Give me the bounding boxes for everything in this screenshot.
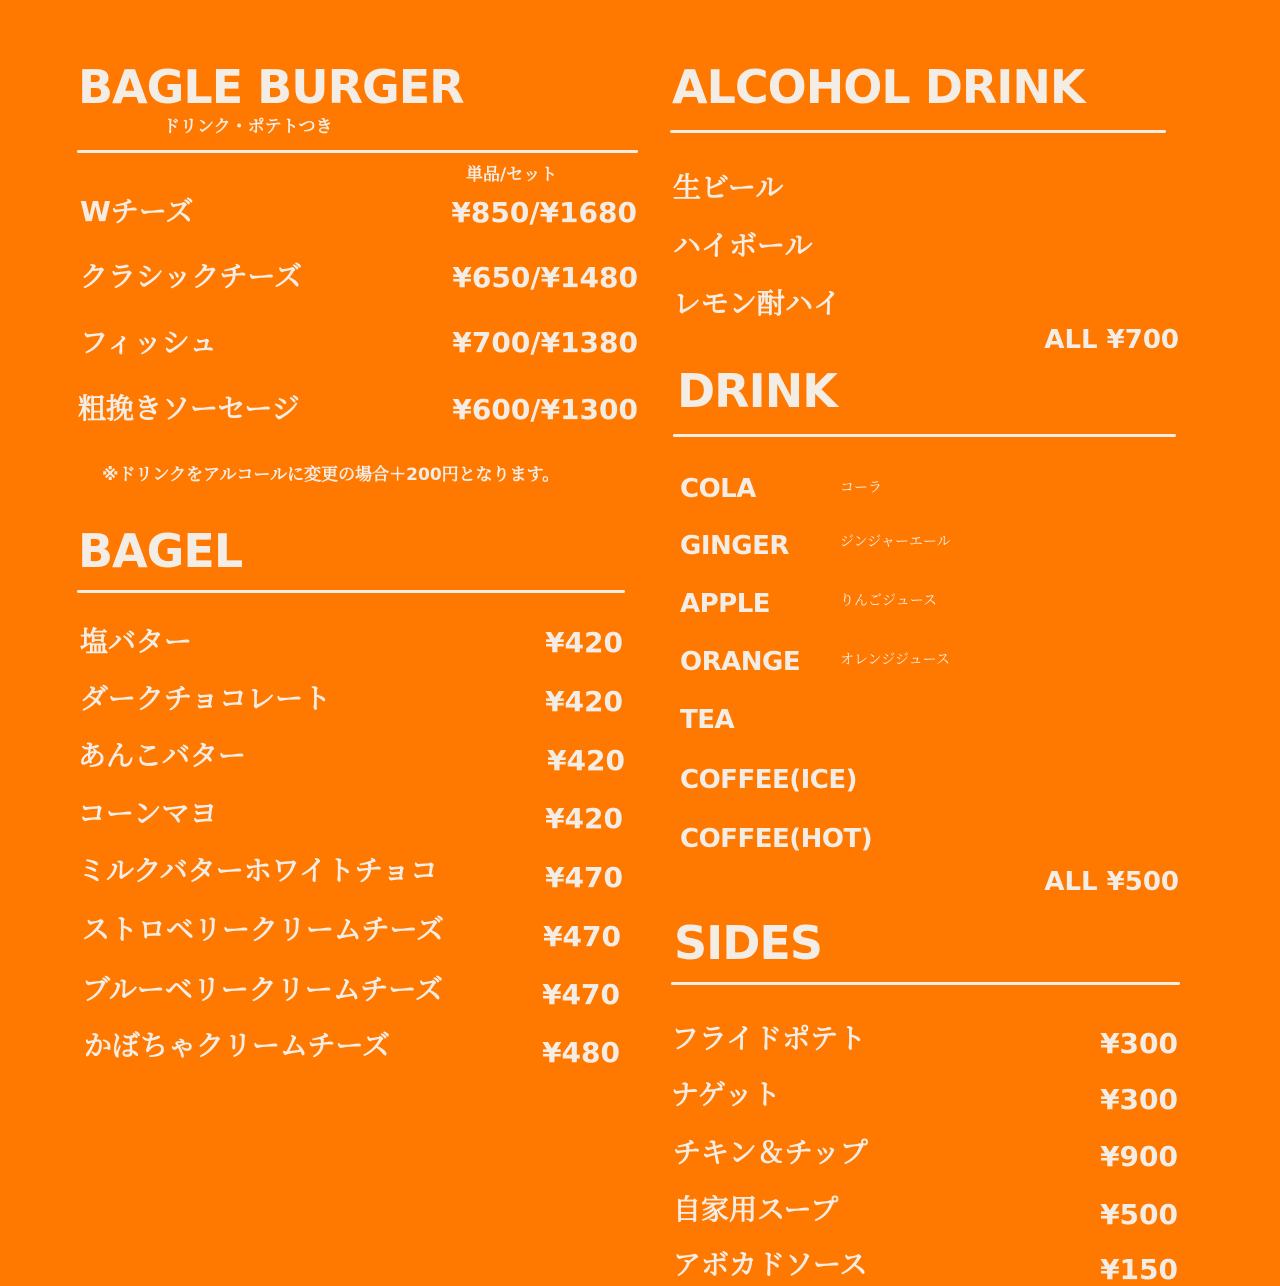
alcohol-surcharge-note: ※ドリンクをアルコールに変更の場合＋200円となります。	[102, 465, 560, 485]
menu-item-price: ¥470	[542, 978, 620, 1011]
menu-item-name: ブルーベリークリームチーズ	[82, 973, 443, 1006]
menu-item-name: 塩バター	[80, 625, 193, 658]
drink-japanese-name: コーラ	[840, 480, 882, 496]
menu-item-price: ¥470	[545, 861, 623, 894]
menu-item-price: ¥900	[1100, 1140, 1178, 1173]
alcohol-drink-divider	[670, 130, 1166, 133]
drink-japanese-name: オレンジジュース	[840, 652, 950, 668]
drink-japanese-name: りんごジュース	[840, 593, 938, 609]
sides-title: SIDES	[674, 916, 822, 970]
menu-item-price: ¥650/¥1480	[452, 261, 638, 294]
drink-name: COFFEE(ICE)	[680, 765, 858, 795]
menu-item-name: チキン＆チップ	[673, 1136, 868, 1169]
bagel-title: BAGEL	[78, 524, 243, 578]
menu-item-price: ¥300	[1100, 1027, 1178, 1060]
menu-item-price: ¥600/¥1300	[452, 393, 638, 426]
drink-name: COFFEE(HOT)	[680, 824, 873, 854]
menu-item-price: ¥420	[545, 685, 623, 718]
menu-item-price: ¥850/¥1680	[451, 196, 637, 229]
drink-name: APPLE	[680, 589, 771, 619]
drink-all-price: ALL ¥500	[1044, 867, 1179, 897]
bagel-burger-subtitle: ドリンク・ポテトつき	[163, 117, 333, 137]
menu-item-price: ¥470	[543, 920, 621, 953]
menu-item-name: ダークチョコレート	[80, 682, 332, 715]
sides-divider	[671, 982, 1180, 985]
alcohol-all-price: ALL ¥700	[1044, 325, 1179, 355]
menu-item-name: ストロベリークリームチーズ	[82, 913, 445, 946]
menu-item-name: フライドポテト	[671, 1022, 867, 1055]
menu-item-name: かぼちゃクリームチーズ	[84, 1029, 391, 1062]
menu-item-name: ハイボール	[673, 229, 813, 262]
menu-item-price: ¥150	[1100, 1253, 1178, 1286]
drink-name: TEA	[680, 705, 735, 735]
menu-item-name: クラシックチーズ	[80, 260, 303, 293]
menu-item-price: ¥420	[547, 744, 625, 777]
menu-item-name: ミルクバターホワイトチョコ	[78, 854, 439, 887]
drink-name: COLA	[680, 474, 756, 504]
bagel-burger-divider	[77, 150, 638, 153]
menu-item-name: Wチーズ	[80, 195, 194, 228]
menu-item-name: あんこバター	[78, 739, 247, 772]
bagel-divider	[77, 590, 625, 593]
menu-item-name: 生ビール	[673, 171, 784, 204]
drink-japanese-name: ジンジャーエール	[840, 534, 951, 550]
menu-item-price: ¥480	[542, 1036, 620, 1069]
menu-item-price: ¥700/¥1380	[452, 326, 638, 359]
menu-item-name: 粗挽きソーセージ	[78, 392, 300, 425]
menu-item-name: フィッシュ	[80, 326, 218, 359]
alcohol-drink-title: ALCOHOL DRINK	[672, 60, 1085, 114]
menu-item-price: ¥500	[1100, 1198, 1178, 1231]
menu-item-name: レモン酎ハイ	[673, 287, 842, 320]
bagel-burger-title: BAGLE BURGER	[78, 60, 464, 114]
drink-name: GINGER	[680, 531, 789, 561]
menu-item-name: 自家用スープ	[673, 1193, 839, 1226]
drink-name: ORANGE	[680, 647, 801, 677]
price-column-header: 単品/セット	[466, 165, 558, 185]
menu-item-price: ¥420	[545, 626, 623, 659]
menu-item-price: ¥300	[1100, 1083, 1178, 1116]
menu-item-name: コーンマヨ	[78, 797, 218, 830]
menu-item-name: ナゲット	[671, 1078, 781, 1111]
menu-item-name: アボカドソース	[673, 1248, 868, 1281]
drink-title: DRINK	[677, 364, 837, 418]
menu-item-price: ¥420	[545, 802, 623, 835]
drink-divider	[673, 434, 1176, 437]
